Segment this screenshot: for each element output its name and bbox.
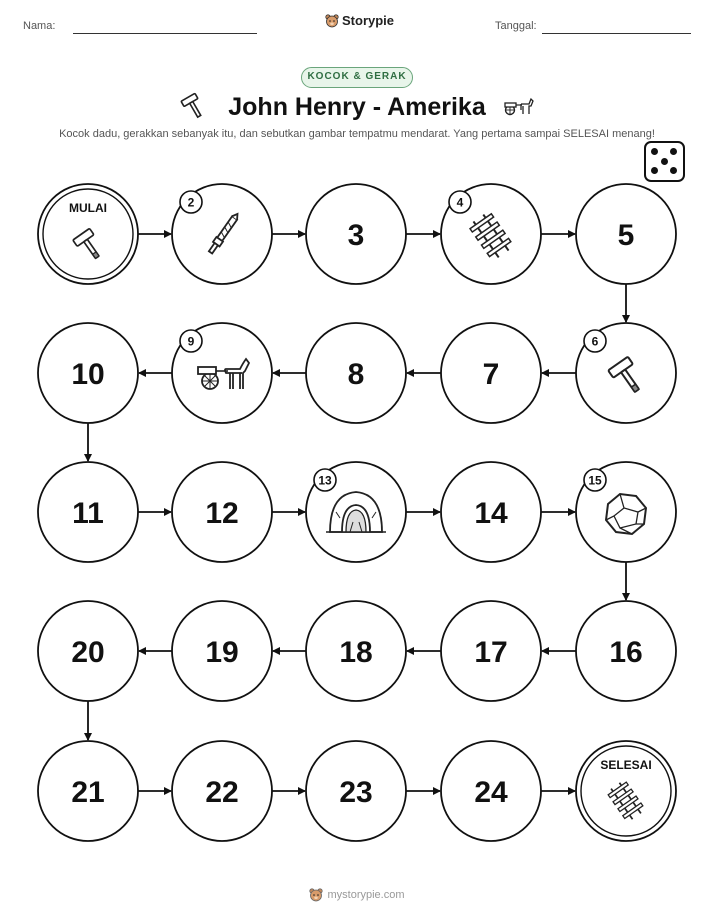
board-space-6[interactable] bbox=[576, 323, 676, 423]
board-space-5[interactable] bbox=[576, 184, 676, 284]
board-space-18[interactable] bbox=[306, 601, 406, 701]
board-space-9[interactable] bbox=[172, 323, 272, 423]
name-label: Nama: bbox=[23, 20, 56, 32]
finish-space[interactable] bbox=[576, 741, 676, 841]
board-space-13[interactable] bbox=[306, 462, 406, 562]
space-number: 5 bbox=[617, 219, 635, 252]
space-number: 19 bbox=[205, 636, 239, 669]
footer-url: mystorypie.com bbox=[327, 889, 405, 901]
board-space-14[interactable] bbox=[441, 462, 541, 562]
space-number: 11 bbox=[72, 497, 104, 530]
space-number: 3 bbox=[347, 219, 365, 252]
space-number: 2 bbox=[187, 195, 195, 210]
start-space[interactable] bbox=[38, 184, 138, 284]
space-number: 21 bbox=[71, 776, 105, 809]
space-number: 14 bbox=[474, 497, 508, 530]
space-label: MULAI bbox=[69, 201, 107, 215]
board-space-22[interactable] bbox=[172, 741, 272, 841]
board-space-10[interactable] bbox=[38, 323, 138, 423]
page-title: John Henry - Amerika bbox=[228, 93, 486, 121]
board-space-19[interactable] bbox=[172, 601, 272, 701]
space-number: 6 bbox=[591, 334, 599, 349]
space-number: 17 bbox=[474, 636, 508, 669]
rock-icon bbox=[606, 494, 646, 534]
space-number: 8 bbox=[347, 358, 365, 391]
space-number: 9 bbox=[187, 334, 195, 349]
space-number: 13 bbox=[318, 473, 332, 488]
space-number: 4 bbox=[456, 195, 464, 210]
space-number: 18 bbox=[339, 636, 373, 669]
board-space-23[interactable] bbox=[306, 741, 406, 841]
date-label: Tanggal: bbox=[495, 20, 537, 32]
board-space-2[interactable] bbox=[172, 184, 272, 284]
board-space-16[interactable] bbox=[576, 601, 676, 701]
board-space-17[interactable] bbox=[441, 601, 541, 701]
brand-name: Storypie bbox=[342, 13, 395, 28]
footer bbox=[0, 888, 714, 902]
space-label: SELESAI bbox=[600, 758, 652, 772]
space-number: 12 bbox=[205, 497, 239, 530]
board-space-15[interactable] bbox=[576, 462, 676, 562]
board-space-20[interactable] bbox=[38, 601, 138, 701]
space-number: 24 bbox=[474, 776, 508, 809]
board-space-24[interactable] bbox=[441, 741, 541, 841]
footer-bear-icon bbox=[309, 888, 323, 902]
space-number: 7 bbox=[482, 358, 500, 391]
board-space-3[interactable] bbox=[306, 184, 406, 284]
board-space-11[interactable] bbox=[38, 462, 138, 562]
space-number: 10 bbox=[71, 358, 105, 391]
space-number: 22 bbox=[205, 776, 239, 809]
space-number: 20 bbox=[71, 636, 105, 669]
space-number: 23 bbox=[339, 776, 373, 809]
board-space-4[interactable] bbox=[441, 184, 541, 284]
instructions: Kocok dadu, gerakkan sebanyak itu, dan sebutkan gambar tempatmu mendarat. Yang pertama sampai SELESAI menang! bbox=[59, 128, 655, 140]
space-number: 16 bbox=[609, 636, 643, 669]
board-space-7[interactable] bbox=[441, 323, 541, 423]
board-space-12[interactable] bbox=[172, 462, 272, 562]
space-number: 15 bbox=[588, 473, 602, 488]
category-badge: KOCOK & GERAK bbox=[301, 67, 413, 88]
board-space-21[interactable] bbox=[38, 741, 138, 841]
board-space-8[interactable] bbox=[306, 323, 406, 423]
